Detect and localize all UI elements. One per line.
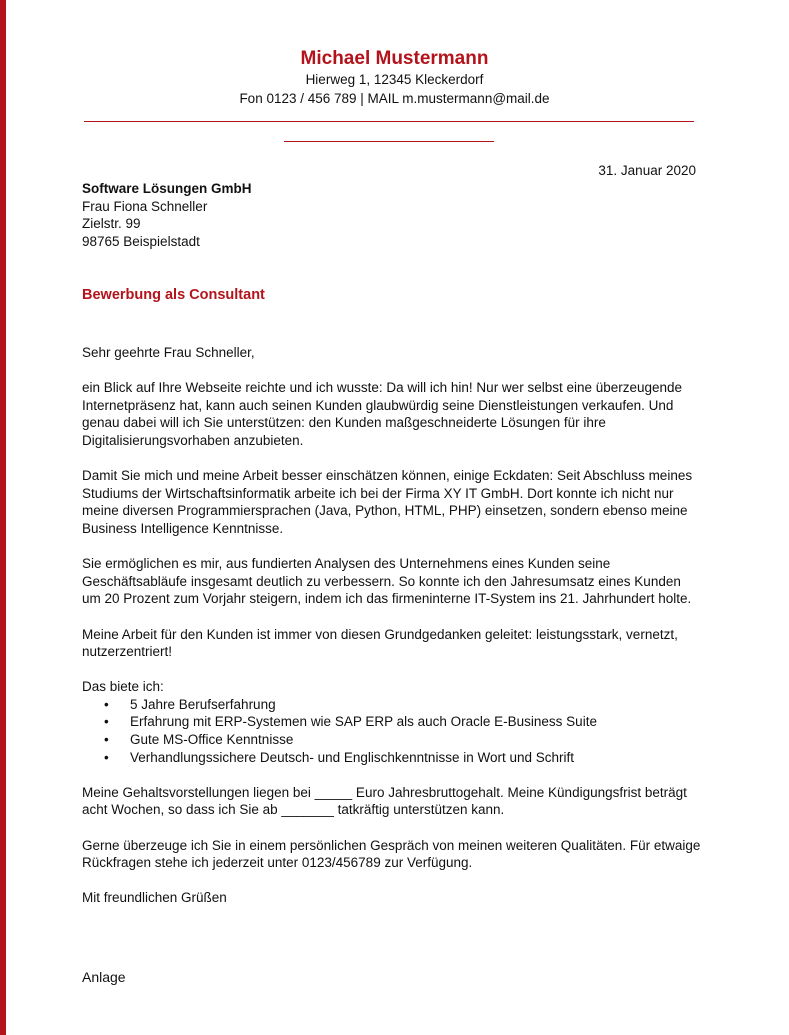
bullet-icon: • [104, 732, 109, 748]
sender-address: Hierweg 1, 12345 Kleckerdorf [305, 72, 484, 87]
header-divider-short [284, 141, 494, 142]
salutation: Sehr geehrte Frau Schneller, [82, 345, 255, 360]
left-accent-bar [0, 0, 6, 1035]
list-item [104, 749, 702, 767]
list-item-text: Gute MS-Office Kenntnisse [130, 732, 294, 748]
list-item [104, 713, 702, 731]
sender-contact: Fon 0123 / 456 789 | MAIL m.mustermann@mail.de [239, 91, 550, 106]
list-item [104, 696, 702, 714]
recipient-street: Zielstr. 99 [82, 216, 141, 232]
letterhead [0, 48, 789, 108]
paragraph: Meine Gehaltsvorstellungen liegen bei _____ Euro Jahresbruttogehalt. Meine Kündigungsfrist beträgt acht Wochen, so dass ich Sie ab _______ tatkräftig unterstützen kann. [82, 784, 687, 818]
list-item [104, 731, 702, 749]
list-intro: Das biete ich: [82, 679, 164, 695]
bullet-icon: • [104, 696, 109, 712]
paragraph: Gerne überzeuge ich Sie in einem persönlichen Gespräch von meinen weiteren Qualitäten. Für etwaige Rückfragen stehe ich jederzeit unter 0123/456789 zur Verfügung. [82, 837, 701, 871]
recipient-company: Software Lösungen GmbH [82, 181, 252, 196]
list-item-text: 5 Jahre Berufserfahrung [130, 696, 276, 712]
paragraph: Meine Arbeit für den Kunden ist immer von diesen Grundgedanken geleitet: leistungsstark, vernetzt, nutzerzentriert! [82, 626, 678, 660]
list-item-text: Verhandlungssichere Deutsch- und Englischkenntnisse in Wort und Schrift [130, 749, 574, 765]
bullet-icon: • [104, 749, 109, 765]
recipient-city: 98765 Beispielstadt [82, 233, 200, 249]
attachment-label: Anlage [82, 969, 126, 985]
letter-subject: Bewerbung als Consultant [82, 287, 265, 303]
list-item-text: Erfahrung mit ERP-Systemen wie SAP ERP als auch Oracle E-Business Suite [130, 714, 597, 730]
recipient-address [82, 180, 252, 250]
paragraph: Sie ermöglichen es mir, aus fundierten Analysen des Unternehmens eines Kunden seine Geschäftsabläufe insgesamt deutlich zu verbessern. So konnte ich den Jahresumsatz eines Kunden um 20 Prozent zum Vorjahr steigern, indem ich das firmeninterne IT-System ins 21. Jahrhundert holte. [82, 556, 692, 607]
paragraph: Damit Sie mich und meine Arbeit besser einschätzen können, einige Eckdaten: Seit Abschluss meines Studiums der Wirtschaftsinformatik arbeite ich bei der Firma XY IT GmbH. Dort konnte ich nicht nur meine diversen Programmiersprachen (Java, Python, HTML, PHP) einsetzen, sondern ebenso meine Business Intelligence Kenntnisse. [82, 468, 693, 536]
paragraph: ein Blick auf Ihre Webseite reichte und ich wusste: Da will ich hin! Nur wer selbst eine überzeugende Internetpräsenz hat, kann auch seinen Kunden glaubwürdig seine Dienstleistungen verkaufen. Und genau dabei will ich Sie unterstützen: den Kunden maßgeschneiderte Lösungen für ihre Digitalisierungsvorhaben anzubieten. [82, 380, 683, 448]
sender-name: Michael Mustermann [300, 48, 489, 69]
closing-greeting: Mit freundlichen Grüßen [82, 890, 227, 906]
skills-list [82, 696, 702, 766]
letter-date: 31. Januar 2020 [598, 163, 696, 178]
bullet-icon: • [104, 714, 109, 730]
header-divider [84, 121, 694, 122]
letter-body [82, 344, 702, 907]
recipient-person: Frau Fiona Schneller [82, 198, 208, 214]
